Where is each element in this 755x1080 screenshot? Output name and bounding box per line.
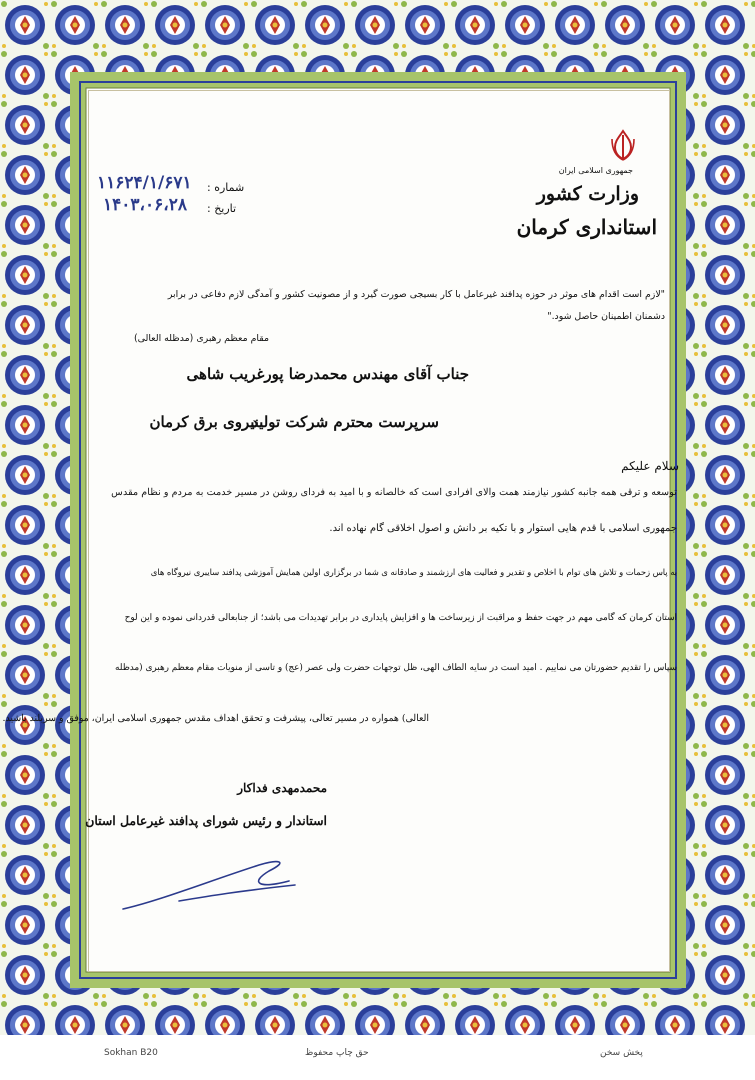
leader-quote-line-1: "لازم است اقدام های موثر در حوزه پدافند غیرعامل با کار بسیجی صورت گیرد و از مصونیت کشور و آمدگی لازم دفاعی در برابر — [167, 289, 665, 300]
body-line-1: توسعه و ترقی همه جانبه کشور نیازمند همت والای افرادی است که خالصانه و با امید به فردای روشن در مسیر خدمت به مردم و نظام مقدس — [111, 487, 677, 498]
body-line-4: استان کرمان که گامی مهم در جهت حفظ و مراقبت از زیرساخت ها و افزایش پایداری در برابر تهدیدات می باشد؛ از جنابعالی قدردانی نموده و این لوح — [124, 613, 677, 623]
certificate-paper — [2, 90, 679, 972]
letter-date-value: ۱۴۰۳،۰۶،۲۸ — [103, 195, 188, 215]
recipient-title-part-2: نیروی برق کرمان — [149, 413, 259, 431]
recipient-title-part-1: سرپرست محترم شرکت تولید — [251, 413, 439, 431]
signatory-name: محمدمهدی فداکار — [237, 781, 327, 795]
footer-center: حق چاپ محفوظ — [305, 1048, 369, 1058]
body-line-2: جمهوری اسلامی با قدم هایی استوار و با تکیه بر دانش و اصول اخلاقی گام نهاده اند. — [329, 523, 677, 534]
quote-attribution: مقام معظم رهبری (مدظله العالی) — [134, 333, 269, 344]
footer-right: پخش سخن — [600, 1048, 643, 1058]
footer-left: Sokhan B20 — [104, 1048, 158, 1058]
body-line-3: به پاس زحمات و تلاش های توام با اخلاص و تقدیر و فعالیت های ارزشمند و صادقانه ی شما در برگزاری اولین همایش آموزشی پدافند سایبری نیروگاه های — [150, 567, 677, 577]
governorate-title: استانداری کرمان — [516, 215, 657, 239]
leader-quote-line-2: دشمنان اطمینان حاصل شود." — [547, 311, 665, 322]
body-line-5: سپاس را تقدیم حضورتان می نماییم . امید است در سایه الطاف الهی، ظل توجهات حضرت ولی عصر (عج) و تاسی از منویات مقام معظم رهبری (مدظله — [115, 663, 677, 673]
body-line-6: العالی) همواره در مسیر تعالی، پیشرفت و تحقق اهداف مقدس جمهوری اسلامی ایران، موفق و سربلند باشید. — [2, 713, 429, 724]
ministry-title: وزارت کشور — [536, 183, 639, 205]
republic-line: جمهوری اسلامی ایران — [558, 166, 633, 175]
greeting: سلام علیکم — [621, 459, 679, 473]
letter-date-label: تاریخ : — [207, 202, 237, 215]
handwritten-signature — [119, 841, 299, 921]
letter-number-label: شماره : — [207, 181, 245, 194]
letter-number-value: ۱۱۶۲۴/۱/۶۷۱ — [97, 173, 192, 193]
recipient-name: جناب آقای مهندس محمدرضا پورغریب شاهی — [186, 365, 469, 383]
signatory-title: استاندار و رئیس شورای پدافند غیرعامل استان — [85, 813, 327, 828]
iran-emblem-icon — [609, 129, 637, 161]
